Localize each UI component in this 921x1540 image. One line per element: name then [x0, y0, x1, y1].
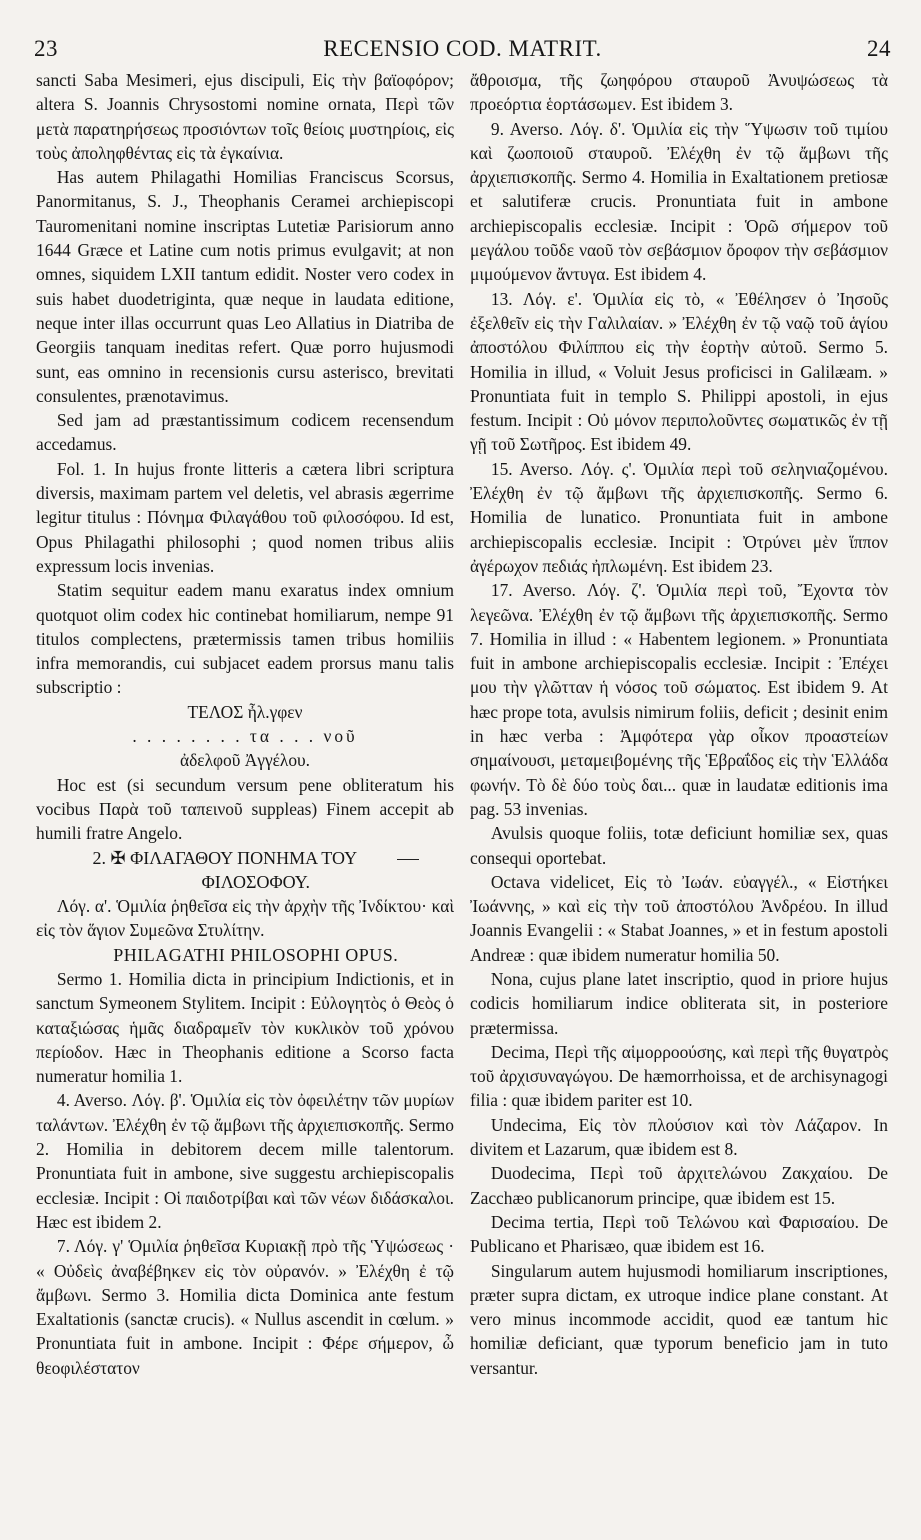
paragraph: Statim sequitur eadem manu exaratus index omnium quotquot olim codex hic continebat homiliarum, nempe 91 titulos complectens, prætermissis tamen tribus homiliis infra memorandis, cui subjacet eadem prorsus manu talis subscriptio :	[36, 580, 454, 698]
paragraph: 9. Averso. Λόγ. δ'. Ὁμιλία εἰς τὴν Ὕψωσιν τοῦ τιμίου καὶ ζωοποιοῦ σταυροῦ. Ἐλέχθη ἐν τῷ ἄμβωνι τῆς ἀρχιεπισκοπῆς. Sermo 4. Homilia in Exaltationem pretiosæ et salutiferæ crucis. Pronuntiata fuit in ambone archiepiscopalis ecclesiæ. Incipit : Ὁρῶ σήμερον τοῦ μεγάλου τοῦδε ναοῦ τὸν σεβάσμιον ὄροφον τὴν σεβάσμιον μιμούμενον ἄντυγα. Est ibidem 4.	[470, 118, 888, 285]
paragraph: 7. Λόγ. γ' Ὁμιλία ῥηθεῖσα Κυριακῇ πρὸ τῆς Ὑψώσεως · « Οὐδεὶς ἀναβέβηκεν εἰς τὸν οὐρανόν. » Ἐλέχθη ἐ τῷ ἄμβωνι. Sermo 3. Homilia dicta Dominica ante festum Exaltationis (sanctæ crucis). « Nullus ascendit in cœlum. » Pronuntiata fuit in ambone. Incipit : Φέρε σήμερον, ὦ θεοφιλέστατον	[36, 1236, 454, 1378]
page-header	[34, 36, 891, 62]
paragraph: Fol. 1. In hujus fronte litteris a cætera libri scriptura diversis, maximam partem vel deletis, vel abrasis ægerrime legitur titulus : Πόνημα Φιλαγάθου τοῦ φιλοσόφου. Id est, Opus Philagathi philosophi ; quod nomen tribus aliis expressum locis invenias.	[36, 458, 454, 576]
paragraph: Singularum autem hujusmodi homiliarum inscriptiones, præter supra dictam, ex utroque indice plane constant. At vero minus incommode accidit, quod eæ tantum hic homiliæ deficiant, quæ typorum beneficio jam in tuto versantur.	[470, 1260, 888, 1378]
paragraph: Has autem Philagathi Homilias Franciscus Scorsus, Panormitanus, S. J., Theophanis Ceramei archiepiscopi Tauromenitani nomine inscriptas Lutetiæ Parisiorum anno 1644 Græce et Latine cum notis primus evulgavit; at non omnes, siquidem LXII tantum edidit. Noster vero codex in suis habet duodetriginta, quæ neque in laudata editione, neque inter illas occurrunt quas Leo Allatius in Diatriba de Georgiis tanquam ineditas refert. Quæ porro hujusmodi sunt, eas omnino in recensionis cursu asterisco, brevitati consulentes, prænotavimus.	[36, 167, 454, 406]
running-title: RECENSIO COD. MATRIT.	[323, 36, 602, 61]
paragraph: Avulsis quoque foliis, totæ deficiunt homiliæ sex, quas consequi oportebat.	[470, 823, 888, 868]
paragraph: Sed jam ad præstantissimum codicem recensendum accedamus.	[36, 410, 454, 455]
paragraph: Octava videlicet, Εἰς τὸ Ἰωάν. εὐαγγέλ., « Εἱστήκει Ἰωάννης, » καὶ εἰς τὴν τοῦ ἀποστόλου Ἀνδρέου. In illud Joannis Evangelii : « Stabat Joannes, » et in festum apostoli Andreæ : quæ ibidem numeratur homilia 50.	[470, 871, 888, 965]
left-column	[36, 68, 454, 1380]
paragraph: 15. Averso. Λόγ. ς'. Ὁμιλία περὶ τοῦ σεληνιαζομένου. Ἐλέχθη ἐν τῷ ἄμβωνι τῆς ἀρχιεπισκοπῆς. Sermo 6. Homilia de lunatico. Pronuntiata fuit in ambone archiepiscopalis ecclesiæ. Incipit : Ὀτρύνει μὲν ἵππον ἀγέρωχον πεδιάς ἠπλωμένη. Est ibidem 23.	[470, 458, 888, 576]
paragraph: Decima tertia, Περὶ τοῦ Τελώνου καὶ Φαρισαίου. De Publicano et Pharisæo, quæ ibidem est 16.	[470, 1211, 888, 1257]
paragraph: Hoc est (si secundum versum pene obliteratum his vocibus Παρὰ τοῦ ταπεινοῦ suppleas) Finem accepit ab humili fratre Angelo.	[36, 774, 454, 844]
section-title: ΦΙΛΟΣΟΦΟΥ.	[201, 871, 311, 892]
divider	[397, 859, 419, 860]
subscription-line: ἀδελφοῦ Ἀγγέλου.	[179, 750, 311, 771]
section-title	[36, 846, 454, 870]
page-number-left: 23	[34, 36, 58, 61]
subscription-line: . . . . . . . . τα . . . νοῦ	[132, 726, 358, 747]
paragraph: ἄθροισμα, τῆς ζωηφόρου σταυροῦ Ἀνυψώσεως τὰ προεόρτια ἑορτάσωμεν. Est ibidem 3.	[470, 70, 888, 115]
paragraph: Sermo 1. Homilia dicta in principium Indictionis, et in sanctum Symeonem Stylitem. Incipit : Εὐλογητὸς ὁ Θεὸς ὁ καταξιώσας ἡμᾶς διαδραμεῖν τὸν κυκλικὸν τοῦ χρόνου περίοδον. Hæc in Theophanis editione a Scorso facta numeratur homilia 1.	[36, 968, 454, 1087]
subscription-line: ΤΕΛΟΣ ἦλ.γφεν	[187, 701, 303, 722]
paragraph: Decima, Περὶ τῆς αἱμορροούσης, καὶ περὶ τῆς θυγατρὸς τοῦ ἀρχισυναγώγου. De hæmorrhoissa, et de archisynagogi filia : quæ ibidem pariter est 10.	[470, 1041, 888, 1111]
paragraph: 13. Λόγ. ε'. Ὁμιλία εἰς τὸ, « Ἐθέλησεν ὁ Ἰησοῦς ἐξελθεῖν εἰς τὴν Γαλιλαίαν. » Ἐλέχθη ἐν τῷ ναῷ τοῦ ἁγίου ἀποστόλου Φιλίππου εἰς τὴν ἑορτὴν αὐτοῦ. Sermo 5. Homilia in illud, « Voluit Jesus proficisci in Galilæam. » Pronuntiata fuit in templo S. Philippi apostoli, in ejus festum. Incipit : Οὐ μόνον περιπολοῦντες σωματικῶς ἐν τῇ γῇ τοῦ Σωτῆρος. Est ibidem 49.	[470, 288, 888, 455]
paragraph: Undecima, Εἰς τὸν πλούσιον καὶ τὸν Λάζαρον. In divitem et Lazarum, quæ ibidem est 8.	[470, 1114, 888, 1160]
section-title-line: 2. ✠ ΦΙΛΑΓΑΘΟΥ ΠΟΝΗΜΑ ΤΟΥ	[92, 847, 358, 868]
paragraph: 17. Averso. Λόγ. ζ'. Ὁμιλία περὶ τοῦ, Ἔχοντα τὸν λεγεῶνα. Ἐλέχθη ἐν τῷ ἄμβωνι τῆς ἀρχιεπισκοπῆς. Sermo 7. Homilia in illud : « Habentem legionem. » Pronuntiata fuit in ambone archiepiscopalis ecclesiæ. Incipit : Ἐπέχει μου τὴν γλῶτταν ἡ νόσος τοῦ σώματος. Est ibidem 9. At hæc prope tota, avulsis nimirum foliis, deficit ; desinit enim in hæc verba : Ἀμφότερα γὰρ οἶκον προαστείων σημαίνουσι, μεταμειβομένης τῆς Ἑβραΐδος εἰς τὴν Ἑλλάδα φωνήν. Τὸ δὲ δύο τοὺς δαι... quæ in laudatæ editionis ima pag. 53 invenias.	[470, 580, 888, 819]
paragraph: sancti Saba Mesimeri, ejus discipuli, Εἰς τὴν βαϊοφόρον; altera S. Joannis Chrysostomi nomine ornata, Περὶ τῶν μετὰ παρατηρήσεως προσιόντων τοῖς θείοις μυστηρίοις, εἰς τοὺς ἀποληφθέντας εἰς τὰ ἐγκαίνια.	[36, 70, 454, 163]
paragraph: Nona, cujus plane latet inscriptio, quod in priore hujus codicis homiliarum indice obliterata sit, in posteriore prætermissa.	[470, 968, 888, 1038]
page-number-right: 24	[866, 36, 891, 61]
paragraph: 4. Averso. Λόγ. β'. Ὁμιλία εἰς τὸν ὀφειλέτην τῶν μυρίων ταλάντων. Ἐλέχθη ἐν τῷ ἄμβωνι τῆς ἀρχιεπισκοπῆς. Sermo 2. Homilia in debitorem decem mille talentorum. Pronuntiata fuit in ambone, sive suggestu archiepiscopalis ecclesiæ. Incipit : Οἱ παιδοτρίβαι καὶ τῶν νέων διδάσκαλοι. Hæc est ibidem 2.	[36, 1090, 454, 1232]
paragraph: Duodecima, Περὶ τοῦ ἀρχιτελώνου Ζακχαίου. De Zacchæo publicanorum principe, quæ ibidem est 15.	[470, 1163, 888, 1208]
paragraph: Λόγ. α'. Ὁμιλία ῥηθεῖσα εἰς τὴν ἀρχὴν τῆς Ἰνδίκτου· καὶ εἰς τὸν ἅγιον Συμεῶνα Στυλίτην.	[36, 896, 454, 941]
right-column	[470, 68, 888, 1380]
section-subtitle: PHILAGATHI PHILOSOPHI OPUS.	[113, 944, 399, 965]
